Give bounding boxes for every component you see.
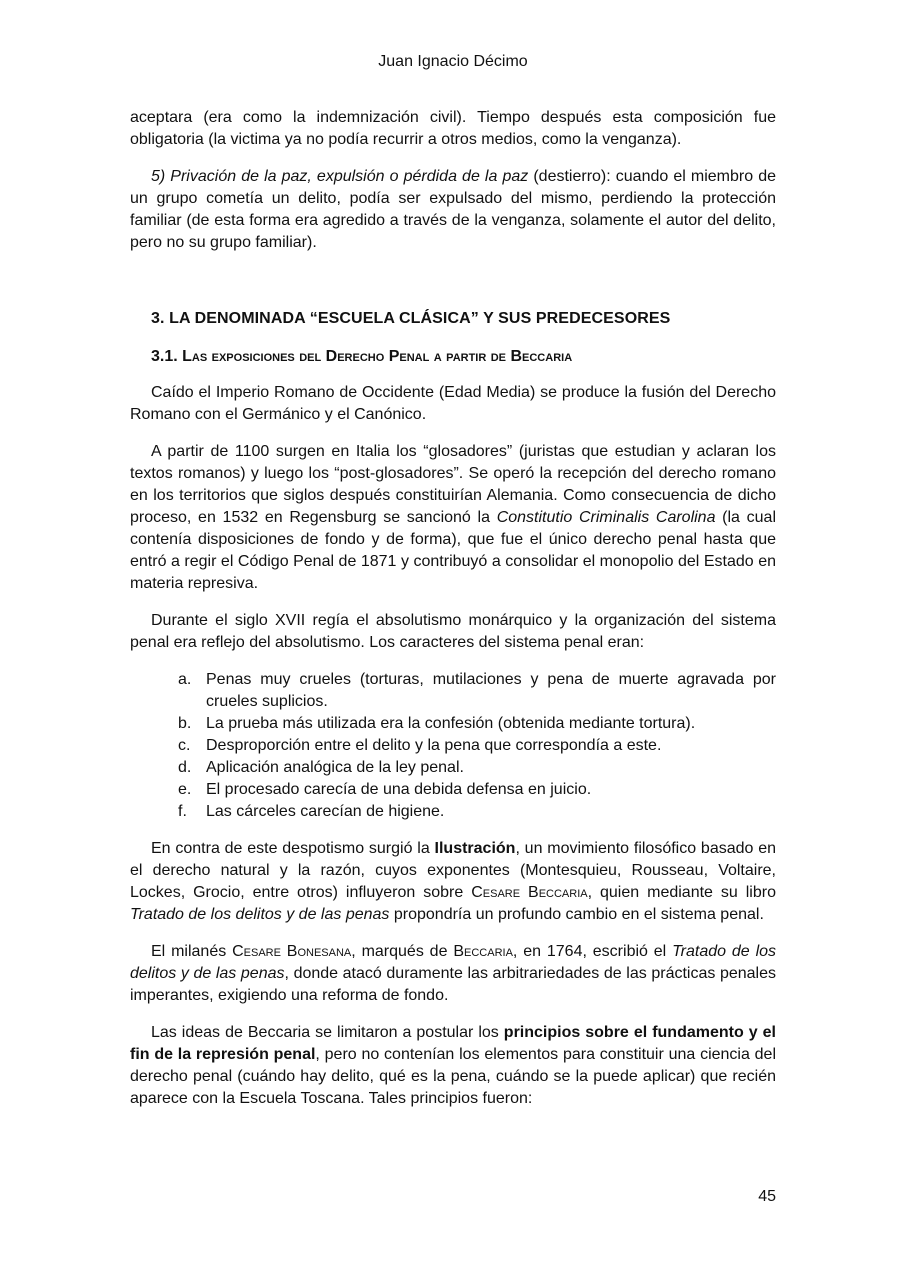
paragraph-text: propondría un profundo cambio en el sistema penal.	[389, 906, 764, 923]
page-number: 45	[758, 1188, 776, 1205]
paragraph-text: Las ideas de Beccaria se limitaron a postular los	[151, 1024, 504, 1041]
italic-text: Tratado de los delitos y de las penas	[130, 943, 777, 982]
bold-text: principios sobre el fundamento y el fin de la represión penal	[130, 1024, 776, 1063]
paragraph: aceptara (era como la indemnización civil). Tiempo después esta composición fue obligatoria (la victima ya no podía recurrir a otros medios, como la venganza).	[130, 109, 776, 148]
list-marker: a.	[178, 671, 192, 688]
paragraph	[130, 941, 776, 1007]
paragraph	[130, 166, 776, 254]
paragraph: Durante el siglo XVII regía el absolutismo monárquico y la organización del sistema penal era reflejo del absolutismo. Los caracteres del sistema penal eran:	[130, 612, 776, 651]
paragraph-text: , pero no contenían los elementos para constituir una ciencia del derecho penal (cuándo hay delito, qué es la pena, cuándo se la puede aplicar) que recién aparece con la Escuela Toscana. Tales principios fueron:	[130, 1046, 777, 1107]
italic-text: Tratado de los delitos y de las penas	[130, 906, 390, 923]
list-marker: e.	[178, 781, 192, 798]
list-item-text: El procesado carecía de una debida defensa en juicio.	[206, 781, 592, 798]
spacer	[130, 269, 776, 308]
list-item-text: Aplicación analógica de la ley penal.	[206, 759, 464, 776]
list-item-text: Las cárceles carecían de higiene.	[206, 803, 445, 820]
page-header-author: Juan Ignacio Décimo	[378, 53, 528, 70]
paragraph-text: A partir de 1100 surgen en Italia los “glosadores” (juristas que estudian y aclaran los textos romanos) y luego los “post-glosadores”. Se operó la recepción del derecho romano en los territorios que siglos después constituirían Alemania. Como consecuencia de dicho proceso, en 1532 en Regensburg se sancionó la	[130, 443, 776, 526]
small-caps-name: Cesare Bonesana	[232, 943, 352, 960]
paragraph-text: En contra de este despotismo surgió la	[151, 840, 435, 857]
list-item	[178, 669, 776, 713]
paragraph-text: El milanés	[151, 943, 233, 960]
list-item-text: Desproporción entre el delito y la pena que correspondía a este.	[206, 737, 662, 754]
document-body	[130, 107, 776, 1125]
italic-text: 5) Privación de la paz, expulsión o pérdida de la paz	[151, 168, 529, 185]
paragraph	[130, 1022, 776, 1110]
paragraph	[130, 441, 776, 595]
list-item-text: Penas muy crueles (torturas, mutilaciones y pena de muerte agravada por crueles suplicios.	[206, 671, 776, 710]
paragraph-text: , un movimiento filosófico basado en el derecho natural y la razón, cuyos exponentes (Montesquieu, Rousseau, Voltaire, Lockes, Grocio, entre otros) influyeron sobre	[130, 840, 777, 901]
section-title: 3. LA DENOMINADA “ESCUELA CLÁSICA” Y SUS PREDECESORES	[151, 310, 671, 327]
characteristics-list	[130, 669, 776, 823]
paragraph: Caído el Imperio Romano de Occidente (Edad Media) se produce la fusión del Derecho Romano con el Germánico y el Canónico.	[130, 384, 776, 423]
paragraph-text: , en 1764, escribió el	[512, 943, 673, 960]
list-item	[178, 735, 776, 757]
list-item-text: La prueba más utilizada era la confesión (obtenida mediante tortura).	[206, 715, 696, 732]
paragraph	[130, 838, 776, 926]
paragraph-text: (la cual contenía disposiciones de fondo y de forma), que fue el único derecho penal hasta que entró a regir el Código Penal de 1871 y contribuyó a consolidar el monopolio del Estado en materia represiva.	[130, 509, 777, 592]
subsection-title: 3.1. Las exposiciones del Derecho Penal a partir de Beccaria	[151, 348, 573, 365]
paragraph-text: , donde atacó duramente las arbitrariedades de las prácticas penales imperantes, exigiendo una reforma de fondo.	[130, 965, 777, 1004]
italic-text: Constitutio Criminalis Carolina	[496, 509, 716, 526]
bold-text: Ilustración	[434, 840, 516, 857]
small-caps-name: Beccaria	[453, 943, 513, 960]
list-marker: d.	[178, 759, 192, 776]
paragraph-text: (destierro): cuando el miembro de un grupo cometía un delito, podía ser expulsado del mismo, perdiendo la protección familiar (de esta forma era agredido a través de la venganza, solamente el autor del delito, pero no su grupo familiar).	[130, 168, 776, 251]
list-item	[178, 757, 776, 779]
small-caps-name: Cesare Beccaria	[471, 884, 588, 901]
list-item	[178, 713, 776, 735]
list-item	[178, 779, 776, 801]
list-marker: b.	[178, 715, 192, 732]
list-marker: c.	[178, 737, 191, 754]
list-marker: f.	[178, 803, 187, 820]
paragraph-text: , quien mediante su libro	[587, 884, 776, 901]
list-item	[178, 801, 776, 823]
paragraph-text: , marqués de	[351, 943, 454, 960]
